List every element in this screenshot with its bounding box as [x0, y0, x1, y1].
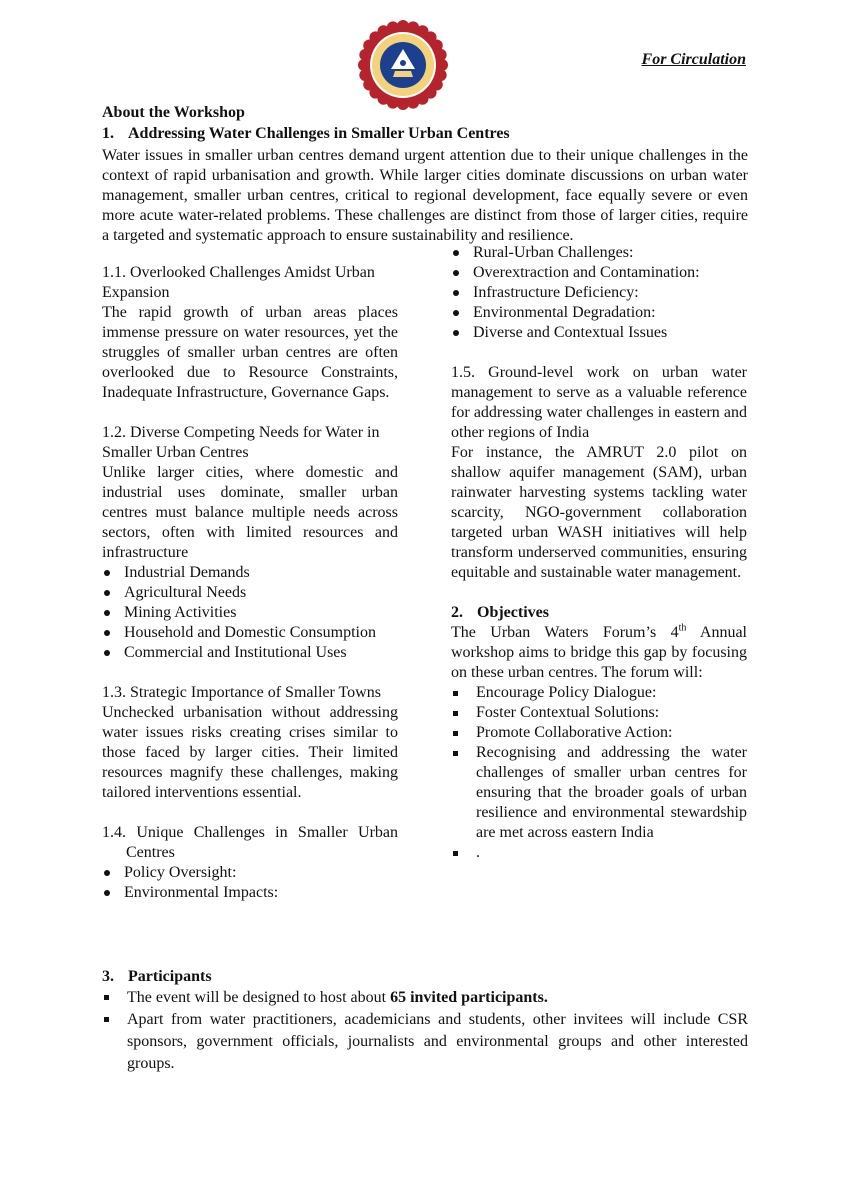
list-item: Encourage Policy Dialogue: — [451, 683, 747, 703]
list-item: Environmental Degradation: — [451, 303, 747, 323]
subsection-1-1-body: The rapid growth of urban areas places immense pressure on water resources, yet the struggles of smaller urban centres are often overlooked due to Resource Constraints, Inadequate Infrastructure, Governance Gaps. — [102, 304, 398, 401]
list-item: Policy Oversight: — [102, 863, 398, 883]
intro-text: Annual workshop aims to bridge this gap by focusing on these urban centres. The forum will: — [451, 624, 748, 681]
list-item: Commercial and Institutional Uses — [102, 643, 398, 663]
subsection-1-2-body: Unlike larger cities, where domestic and industrial uses dominate, smaller urban centres must balance multiple needs across sectors, often with limited resources and infrastructure — [102, 464, 398, 561]
list-item: Environmental Impacts: — [102, 883, 398, 903]
list-item — [102, 1009, 748, 1075]
list-item: Household and Domestic Consumption — [102, 623, 398, 643]
subsection-1-4-heading: 1.4. Unique Challenges in Smaller Urban Centres — [102, 824, 398, 861]
section-1-intro: Water issues in smaller urban centres demand urgent attention due to their unique challenges in the context of rapid urbanisation and growth. While larger cities dominate discussions on urban water management, smaller urban centres, critical to regional development, face equally severe or even more acute water-related problems. These challenges are distinct from those of larger cities, require a targeted and systematic approach to ensure sustainability and resilience. — [102, 147, 748, 244]
circulation-note: For Circulation — [641, 51, 746, 68]
section-2-intro — [451, 623, 747, 683]
list-item — [451, 743, 747, 843]
list-item: . — [451, 843, 747, 863]
section-3-heading — [102, 967, 748, 987]
subsection-1-5-body: For instance, the AMRUT 2.0 pilot on shallow aquifer management (SAM), urban rainwater harvesting systems tackling water scarcity, NGO-government collaboration targeted urban WASH initiatives will help transform underserved communities, ensuring equitable and sustainable water management. — [451, 444, 747, 581]
section-2-heading — [451, 603, 747, 623]
list-item-text: Apart from water practitioners, academicians and students, other invitees will include CSR sponsors, government officials, journalists and environmental groups and other interested groups. — [127, 1011, 748, 1072]
section-1-title: Addressing Water Challenges in Smaller Urban Centres — [128, 125, 510, 142]
intro-text: The Urban Waters Forum’s 4 — [451, 624, 679, 641]
list-item: Industrial Demands — [102, 563, 398, 583]
list-item: Diverse and Contextual Issues — [451, 323, 747, 343]
list-item: Rural-Urban Challenges: — [451, 243, 747, 263]
subsection-1-3-body: Unchecked urbanisation without addressing water issues risks creating crises similar to those faced by larger cities. Their limited resources magnify these challenges, making tailored interventions essential. — [102, 704, 398, 801]
list-item: Agricultural Needs — [102, 583, 398, 603]
section-3 — [102, 967, 748, 1075]
challenges-list-left — [102, 863, 398, 903]
subsection-1-1-heading: 1.1. Overlooked Challenges Amidst Urban Expansion — [102, 264, 375, 301]
list-item: Foster Contextual Solutions: — [451, 703, 747, 723]
participants-list — [102, 987, 748, 1075]
left-column — [102, 263, 398, 903]
section-2-number: 2. — [451, 604, 463, 621]
objectives-list — [451, 683, 747, 863]
subsection-1-2-heading: 1.2. Diverse Competing Needs for Water in Smaller Urban Centres — [102, 424, 380, 461]
participant-count: 65 invited participants. — [390, 989, 548, 1006]
section-3-number: 3. — [102, 968, 114, 985]
section-2-title: Objectives — [477, 604, 549, 621]
list-item: Mining Activities — [102, 603, 398, 623]
section-1-heading — [102, 125, 510, 143]
about-heading: About the Workshop — [102, 104, 245, 121]
institute-seal-logo — [357, 19, 449, 111]
needs-list — [102, 563, 398, 663]
list-item: Overextraction and Contamination: — [451, 263, 747, 283]
list-item-text: Recognising and addressing the water challenges of smaller urban centres for ensuring that the broader goals of urban resilience and environmental stewardship are met across eastern India — [476, 744, 747, 841]
list-item: Promote Collaborative Action: — [451, 723, 747, 743]
section-1-number: 1. — [102, 125, 114, 142]
superscript: th — [678, 622, 687, 634]
challenges-list-right — [451, 243, 747, 343]
list-item: Infrastructure Deficiency: — [451, 283, 747, 303]
list-item — [102, 987, 748, 1009]
section-3-title: Participants — [128, 968, 212, 985]
right-column — [451, 243, 747, 863]
subsection-1-5-heading: 1.5. Ground-level work on urban water management to serve as a valuable reference for addressing water challenges in eastern and other regions of India — [451, 364, 747, 441]
subsection-1-3-heading: 1.3. Strategic Importance of Smaller Towns — [102, 684, 381, 701]
list-item-text: The event will be designed to host about — [127, 989, 391, 1006]
